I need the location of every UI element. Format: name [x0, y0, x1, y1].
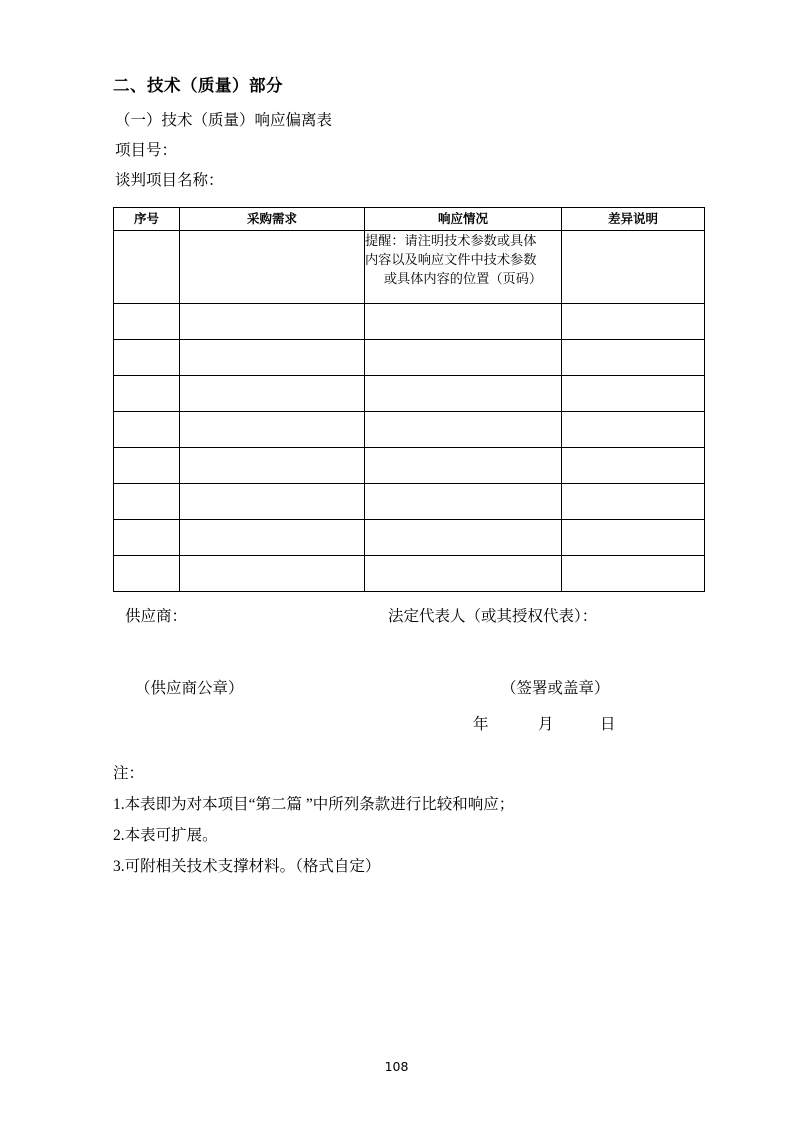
table-row [114, 303, 705, 339]
cell-requirement[interactable] [180, 303, 365, 339]
notes-block [113, 758, 705, 882]
notes-title: 注： [113, 764, 145, 782]
table-row [114, 447, 705, 483]
hint-line-2: 内容以及响应文件中技术参数 [365, 251, 537, 267]
table-header-row [114, 207, 705, 230]
column-header-requirement: 采购需求 [180, 207, 365, 230]
cell-difference[interactable] [562, 447, 705, 483]
cell-requirement[interactable] [180, 339, 365, 375]
technical-response-deviation-table [113, 207, 705, 592]
cell-response[interactable] [365, 519, 562, 555]
cell-response[interactable] [365, 555, 562, 591]
page-number: 108 [384, 1059, 409, 1074]
note-item-1: 1.本表即为对本项目“第二篇 ”中所列条款进行比较和响应； [113, 795, 515, 813]
cell-difference[interactable] [562, 555, 705, 591]
column-header-response: 响应情况 [365, 207, 562, 230]
cell-difference[interactable] [562, 339, 705, 375]
cell-no[interactable] [114, 483, 180, 519]
cell-difference[interactable] [562, 411, 705, 447]
cell-difference[interactable] [562, 230, 705, 303]
table-row [114, 230, 705, 303]
cell-response[interactable] [365, 375, 562, 411]
hint-line-1: 提醒：请注明技术参数或具体 [365, 232, 537, 248]
cell-no[interactable] [114, 339, 180, 375]
table-row [114, 411, 705, 447]
table-row [114, 375, 705, 411]
cell-requirement[interactable] [180, 555, 365, 591]
date-month-label: 月 [538, 715, 554, 733]
date-day-label: 日 [600, 715, 616, 733]
stamp-row [113, 676, 705, 704]
cell-requirement[interactable] [180, 411, 365, 447]
cell-requirement[interactable] [180, 447, 365, 483]
cell-difference[interactable] [562, 483, 705, 519]
column-header-difference: 差异说明 [562, 207, 705, 230]
cell-no[interactable] [114, 303, 180, 339]
cell-difference[interactable] [562, 375, 705, 411]
signature-row [113, 604, 705, 632]
column-header-no: 序号 [114, 207, 180, 230]
cell-requirement[interactable] [180, 519, 365, 555]
cell-response[interactable] [365, 411, 562, 447]
cell-no[interactable] [114, 375, 180, 411]
cell-response[interactable] [365, 447, 562, 483]
note-item-2: 2.本表可扩展。 [113, 826, 218, 844]
note-item-3: 3.可附相关技术支撑材料。（格式自定） [113, 857, 381, 875]
table-row [114, 555, 705, 591]
cell-response[interactable] [365, 339, 562, 375]
supplier-seal-label: （供应商公章） [135, 679, 244, 697]
project-no-label: 项目号： [115, 142, 178, 160]
sign-or-seal-label: （签署或盖章） [501, 679, 610, 697]
cell-requirement[interactable] [180, 483, 365, 519]
subsection-heading: （一）技术（质量）响应偏离表 [115, 112, 333, 129]
cell-requirement[interactable] [180, 230, 365, 303]
cell-requirement[interactable] [180, 375, 365, 411]
cell-no[interactable] [114, 411, 180, 447]
legal-representative-label: 法定代表人（或其授权代表）： [388, 607, 598, 625]
hint-line-3: 或具体内容的位置（页码） [383, 270, 543, 286]
cell-no[interactable] [114, 555, 180, 591]
section-heading: 二、技术（质量）部分 [113, 76, 283, 95]
cell-response[interactable] [365, 483, 562, 519]
table-row [114, 483, 705, 519]
cell-difference[interactable] [562, 519, 705, 555]
cell-difference[interactable] [562, 303, 705, 339]
cell-no[interactable] [114, 230, 180, 303]
table-row [114, 519, 705, 555]
date-year-label: 年 [473, 715, 489, 733]
cell-response[interactable] [365, 303, 562, 339]
cell-no[interactable] [114, 519, 180, 555]
project-name-label: 谈判项目名称： [115, 172, 224, 190]
table-row [114, 339, 705, 375]
supplier-label: 供应商： [125, 607, 188, 625]
date-row [113, 712, 705, 738]
cell-no[interactable] [114, 447, 180, 483]
cell-response-hint [365, 230, 562, 303]
